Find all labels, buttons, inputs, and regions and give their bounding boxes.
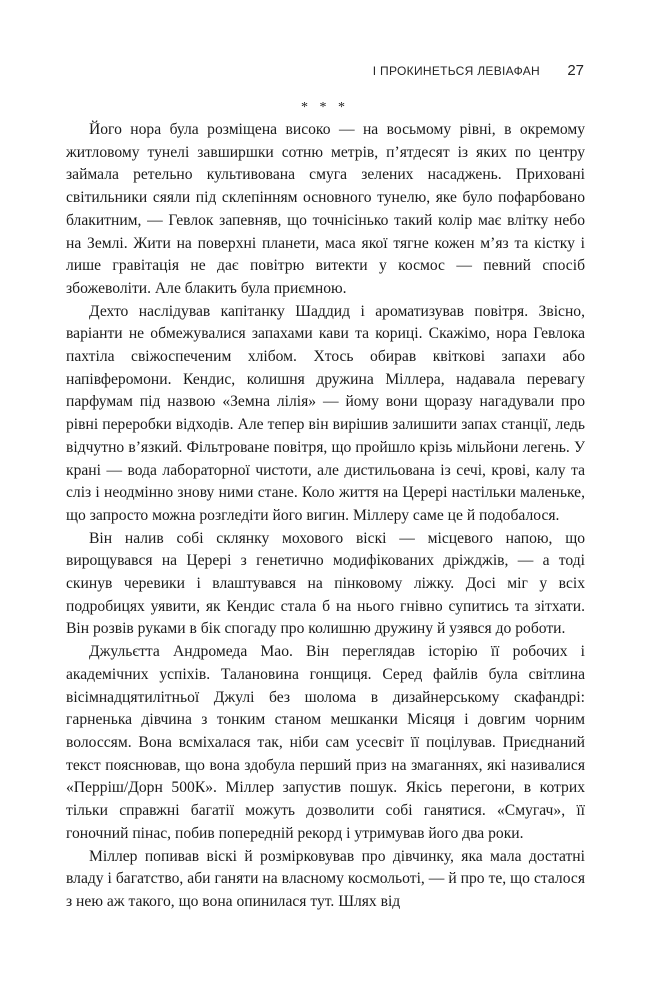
paragraph: Його нора була розміщена високо — на восьмому рівні, в окремому житловому тунелі завширшки сотню метрів, п’ятдесят із яких по центру займала ретельно культивована смуга зелених насаджень. Приховані світильники сяяли під склепінням основного тунелю, яке було пофарбовано блакитним, — Гевлок запевняв, що точнісінько такий колір має влітку небо на Землі. Жити на поверхні планети, маса якої тягне кожен м’яз та кістку і лише гравітація не дає повітрю витекти у космос — певний спосіб збожеволіти. Але блакить була приємною. xyxy=(66,121,585,297)
paragraph: Дехто наслідував капітанку Шаддид і ароматизував повітря. Звісно, варіанти не обмежувалися запахами кави та кориці. Скажімо, нора Гевлока пахтіла свіжоспеченим хлібом. Хтось обирав квіткові запахи або напівферомони. Кендис, колишня дружина Міллера, надавала перевагу парфумам під назвою «Земна лілія» — йому вони щоразу нагадували про рівні переробки відходів. Але тепер він вирішив залишити запах станції, ледь відчутно в’язкий. Фільтроване повітря, що пройшло крізь мільйони легень. У крані — вода лабораторної чистоти, але дистильована із сечі, крові, калу та сліз і неодмінно знову ними стане. Коло життя на Церері настільки маленьке, що запросто можна розгледіти його вигин. Міллеру саме це й подобалося. xyxy=(66,302,585,524)
body-text xyxy=(66,119,585,914)
section-separator: * * * xyxy=(301,100,349,115)
paragraph: Джульєтта Андромеда Мао. Він переглядав історію її робочих і академічних успіхів. Талановина гонщиця. Серед файлів була світлина вісімнадцятилітньої Джулі без шолома в дизайнерському скафандрі: гарненька дівчина з тонким станом мешканки Місяця і довгим чорним волоссям. Вона всміхалася так, ніби сам усесвіт її поцілував. Приєднаний текст пояснював, що вона здобула перший приз на змаганнях, які називалися «Перріш/Дорн 500К». Міллер запустив пошук. Якісь перегони, в котрих тільки справжні багатії можуть дозволити собі ганятися. «Смугач», її гоночний пінас, побив попередній рекорд і утримував його два роки. xyxy=(66,643,585,842)
running-title: І ПРОКИНЕТЬСЯ ЛЕВІАФАН xyxy=(372,64,540,78)
page-number: 27 xyxy=(567,62,584,79)
paragraph: Він налив собі склянку мохового віскі — місцевого напою, що вирощувався на Церері з генетично модифікованих дріжджів, — а тоді скинув черевики і влаштувався на пінковому ліжку. Досі міг у всіх подробицях уявити, як Кендис стала б на нього гнівно супитись та зітхати. Він розвів руками в бік спогаду про колишню дружину й узявся до роботи. xyxy=(66,529,585,638)
paragraph: Міллер попивав віскі й розмірковував про дівчинку, яка мала достатні владу і багатство, аби ганяти на власному космольоті, — й про те, що сталося з нею аж такого, що вона опинилася тут. Шлях від xyxy=(66,847,585,910)
running-header xyxy=(0,62,650,86)
